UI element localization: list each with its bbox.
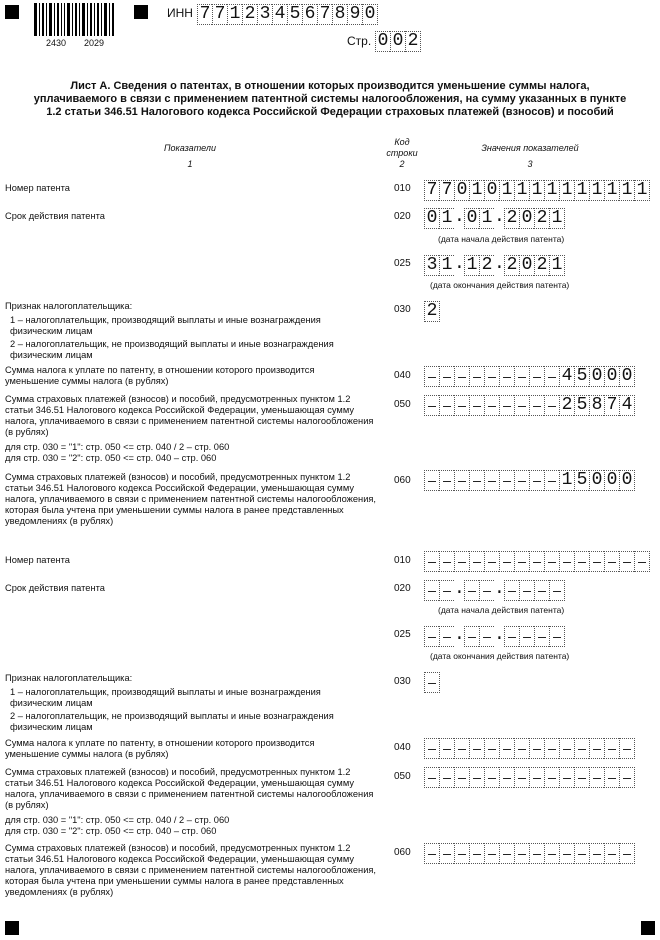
char-cell[interactable] [519, 580, 534, 601]
char-cell[interactable]: 2 [534, 255, 549, 276]
char-cell[interactable] [439, 395, 454, 416]
label-patent-term-1: Срок действия патента [5, 211, 105, 221]
tax-amount-2-cells[interactable] [424, 738, 635, 759]
code-030-2: 030 [394, 676, 411, 687]
char-cell[interactable]: 1 [529, 180, 544, 201]
char-cell[interactable] [424, 767, 439, 788]
char-cell[interactable] [469, 551, 484, 572]
code-050-1: 050 [394, 399, 411, 410]
char-cell[interactable] [439, 366, 454, 387]
label-taxpayer-sign-1: Признак налогоплательщика: [5, 301, 133, 311]
char-cell[interactable]: 7 [439, 180, 454, 201]
char-cell[interactable]: 2 [405, 31, 421, 52]
code-060-1: 060 [394, 475, 411, 486]
char-cell[interactable] [604, 843, 619, 864]
char-cell[interactable] [589, 767, 604, 788]
char-cell[interactable] [544, 767, 559, 788]
char-cell[interactable]: 8 [332, 4, 347, 25]
char-cell[interactable]: 7 [197, 4, 212, 25]
page-label: Стр. [347, 34, 372, 48]
char-cell[interactable] [424, 470, 439, 491]
char-cell[interactable]: 3 [257, 4, 272, 25]
date-separator: . [494, 579, 505, 599]
insurance-previous-2-cells[interactable] [424, 843, 635, 864]
char-cell[interactable] [559, 843, 574, 864]
char-cell[interactable]: 0 [619, 366, 635, 387]
char-cell[interactable]: 0 [589, 470, 604, 491]
char-cell[interactable]: 5 [287, 4, 302, 25]
barcode-number-right: 2029 [84, 38, 105, 48]
char-cell[interactable] [439, 738, 454, 759]
sheet-title: Лист А. Сведения о патентах, в отношении которых производится уменьшение суммы налога, уплачиваемого в связи с применением патентной системы налогообложения, на сумму указанных в пункте 1.2 статьи 346.51 Налогового кодекса Российской Федерации страховых платежей (взносов) и пособий [33, 80, 627, 118]
label-patent-term-2: Срок действия патента [5, 583, 105, 593]
char-cell[interactable] [619, 843, 635, 864]
char-cell[interactable] [529, 551, 544, 572]
char-cell[interactable] [484, 395, 499, 416]
char-cell[interactable] [479, 626, 494, 647]
code-060-2: 060 [394, 847, 411, 858]
char-cell[interactable]: 1 [514, 180, 529, 201]
corner-marker-top-mid [134, 5, 148, 19]
char-cell[interactable]: 0 [604, 470, 619, 491]
char-cell[interactable] [544, 470, 559, 491]
page-cells[interactable] [375, 31, 421, 52]
insurance-reducing-2-cells[interactable] [424, 767, 635, 788]
tax-amount-1-cells[interactable] [424, 366, 635, 387]
char-cell[interactable]: 0 [519, 255, 534, 276]
char-cell[interactable]: 6 [302, 4, 317, 25]
char-cell[interactable] [589, 551, 604, 572]
note-end-2: (дата окончания действия патента) [430, 651, 570, 661]
char-cell[interactable]: 2 [504, 208, 519, 229]
column-values-num: 3 [527, 159, 533, 169]
column-indicators-num: 1 [187, 159, 193, 169]
char-cell[interactable]: 1 [634, 180, 650, 201]
char-cell[interactable]: 7 [212, 4, 227, 25]
char-cell[interactable] [574, 843, 589, 864]
char-cell[interactable] [424, 672, 440, 693]
column-line-code-num: 2 [399, 159, 405, 169]
char-cell[interactable] [604, 738, 619, 759]
char-cell[interactable]: 4 [619, 395, 635, 416]
char-cell[interactable] [469, 767, 484, 788]
char-cell[interactable]: 1 [549, 208, 565, 229]
char-cell[interactable]: 5 [574, 395, 589, 416]
char-cell[interactable] [514, 843, 529, 864]
code-025-1: 025 [394, 258, 411, 269]
char-cell[interactable] [529, 395, 544, 416]
char-cell[interactable] [424, 580, 439, 601]
column-line-code: Код строки [386, 137, 418, 158]
char-cell[interactable]: 4 [272, 4, 287, 25]
char-cell[interactable] [484, 470, 499, 491]
char-cell[interactable] [559, 738, 574, 759]
rule-1-block1: для стр. 030 = "1": стр. 050 <= стр. 040 / 2 – стр. 060 [5, 442, 230, 452]
date-separator: . [494, 207, 505, 227]
date-separator: . [494, 254, 505, 274]
char-cell[interactable] [534, 580, 549, 601]
char-cell[interactable]: 9 [347, 4, 362, 25]
char-cell[interactable] [454, 738, 469, 759]
rule-2-block2: для стр. 030 = "2": стр. 050 <= стр. 040 – стр. 060 [5, 826, 217, 836]
char-cell[interactable] [504, 626, 519, 647]
char-cell[interactable]: 0 [519, 208, 534, 229]
char-cell[interactable] [464, 626, 479, 647]
char-cell[interactable] [424, 551, 439, 572]
char-cell[interactable] [589, 843, 604, 864]
char-cell[interactable] [439, 551, 454, 572]
insurance-reducing-1-cells[interactable] [424, 395, 635, 416]
char-cell[interactable] [634, 551, 650, 572]
char-cell[interactable] [544, 395, 559, 416]
note-end-1: (дата окончания действия патента) [430, 280, 570, 290]
code-010-2: 010 [394, 555, 411, 566]
column-indicators: Показатели [164, 143, 216, 153]
char-cell[interactable] [589, 738, 604, 759]
patent-end-2-cells[interactable] [424, 626, 565, 647]
sign-option-2-block2: 2 – налогоплательщик, не производящий выплаты и иные вознаграждения физическим лицам [10, 711, 334, 732]
char-cell[interactable] [544, 738, 559, 759]
char-cell[interactable] [439, 767, 454, 788]
barcode-number-left: 2430 [46, 38, 67, 48]
char-cell[interactable] [574, 551, 589, 572]
rule-1-block2: для стр. 030 = "1": стр. 050 <= стр. 040 / 2 – стр. 060 [5, 815, 230, 825]
char-cell[interactable]: 1 [559, 180, 574, 201]
char-cell[interactable] [619, 767, 635, 788]
corner-marker-top-left [5, 5, 19, 19]
char-cell[interactable]: 5 [574, 470, 589, 491]
char-cell[interactable]: 0 [390, 31, 405, 52]
label-taxpayer-sign-2: Признак налогоплательщика: [5, 673, 133, 683]
label-insurance-reducing-2: Сумма страховых платежей (взносов) и пособий, предусмотренных пунктом 1.2 статьи 346.51 Налогового кодекса Российской Федерации, уменьшающая сумму налога, уплачиваемого в связи с применением патентной системы налогообложения (в рублях) [5, 767, 374, 810]
char-cell[interactable]: 1 [604, 180, 619, 201]
taxpayer-sign-2-cells[interactable] [424, 672, 440, 693]
corner-marker-bottom-left [5, 921, 19, 935]
char-cell[interactable]: 4 [559, 366, 574, 387]
char-cell[interactable]: 0 [589, 366, 604, 387]
patent-start-1-cells[interactable] [424, 208, 565, 229]
char-cell[interactable]: 0 [604, 366, 619, 387]
char-cell[interactable] [519, 626, 534, 647]
date-separator: . [454, 625, 465, 645]
corner-marker-bottom-right [641, 921, 655, 935]
char-cell[interactable] [514, 366, 529, 387]
date-separator: . [454, 254, 465, 274]
char-cell[interactable] [604, 767, 619, 788]
char-cell[interactable] [499, 366, 514, 387]
char-cell[interactable]: 1 [574, 180, 589, 201]
label-tax-amount-1: Сумма налога к уплате по патенту, в отношении которого производится уменьшение суммы налога (в рублях) [5, 365, 315, 386]
date-separator: . [454, 579, 465, 599]
code-030-1: 030 [394, 304, 411, 315]
patent-end-1-cells[interactable] [424, 255, 565, 276]
char-cell[interactable]: 0 [362, 4, 378, 25]
char-cell[interactable] [529, 366, 544, 387]
char-cell[interactable]: 0 [454, 180, 469, 201]
char-cell[interactable] [499, 843, 514, 864]
char-cell[interactable] [514, 738, 529, 759]
char-cell[interactable] [454, 843, 469, 864]
char-cell[interactable]: 8 [589, 395, 604, 416]
char-cell[interactable] [454, 551, 469, 572]
char-cell[interactable]: 2 [534, 208, 549, 229]
char-cell[interactable] [574, 738, 589, 759]
char-cell[interactable]: 1 [619, 180, 634, 201]
char-cell[interactable] [619, 551, 634, 572]
char-cell[interactable]: 7 [604, 395, 619, 416]
rule-2-block1: для стр. 030 = "2": стр. 050 <= стр. 040 – стр. 060 [5, 453, 217, 463]
patent-number-1-cells[interactable] [424, 180, 650, 201]
date-separator: . [494, 625, 505, 645]
label-patent-number-2: Номер патента [5, 555, 70, 565]
sign-option-2-block1: 2 – налогоплательщик, не производящий выплаты и иные вознаграждения физическим лицам [10, 339, 334, 360]
char-cell[interactable] [484, 738, 499, 759]
char-cell[interactable] [529, 843, 544, 864]
char-cell[interactable] [484, 366, 499, 387]
char-cell[interactable] [439, 470, 454, 491]
label-insurance-previous-1: Сумма страховых платежей (взносов) и пособий, предусмотренных пунктом 1.2 статьи 346.51 Налогового кодекса Российской Федерации, уменьшающая сумму налога, уплачиваемого в связи с применением патентной системы налогообложения, которая была учтена при уменьшении суммы налога в ранее представленных уведомлениях (в рублях) [5, 472, 376, 526]
code-040-1: 040 [394, 370, 411, 381]
inn-label: ИНН [167, 6, 193, 20]
char-cell[interactable] [499, 551, 514, 572]
char-cell[interactable] [439, 580, 454, 601]
char-cell[interactable] [454, 366, 469, 387]
label-patent-number-1: Номер патента [5, 183, 70, 193]
char-cell[interactable] [439, 843, 454, 864]
char-cell[interactable]: 1 [439, 208, 454, 229]
char-cell[interactable] [549, 580, 565, 601]
patent-number-2-cells[interactable] [424, 551, 650, 572]
char-cell[interactable]: 1 [589, 180, 604, 201]
inn-cells[interactable] [197, 4, 378, 25]
code-020-2: 020 [394, 583, 411, 594]
column-values: Значения показателей [481, 143, 579, 153]
char-cell[interactable] [469, 395, 484, 416]
note-start-1: (дата начала действия патента) [438, 234, 565, 244]
char-cell[interactable]: 0 [424, 208, 439, 229]
char-cell[interactable] [499, 470, 514, 491]
char-cell[interactable] [559, 551, 574, 572]
char-cell[interactable]: 0 [619, 470, 635, 491]
char-cell[interactable] [484, 551, 499, 572]
char-cell[interactable] [619, 738, 635, 759]
sign-option-1-block2: 1 – налогоплательщик, производящий выплаты и иные вознаграждения физическим лицам [10, 687, 321, 708]
char-cell[interactable] [424, 395, 439, 416]
char-cell[interactable]: 3 [424, 255, 439, 276]
char-cell[interactable] [424, 738, 439, 759]
char-cell[interactable]: 1 [479, 208, 494, 229]
char-cell[interactable]: 1 [227, 4, 242, 25]
char-cell[interactable] [529, 738, 544, 759]
code-020-1: 020 [394, 211, 411, 222]
char-cell[interactable] [514, 767, 529, 788]
char-cell[interactable]: 7 [424, 180, 439, 201]
char-cell[interactable] [549, 626, 565, 647]
char-cell[interactable] [604, 551, 619, 572]
label-insurance-previous-2: Сумма страховых платежей (взносов) и пособий, предусмотренных пунктом 1.2 статьи 346.51 Налогового кодекса Российской Федерации, уменьшающая сумму налога, уплачиваемого в связи с применением патентной системы налогообложения, которая была учтена при уменьшении суммы налога в ранее представленных уведомлениях (в рублях) [5, 843, 376, 897]
char-cell[interactable]: 1 [464, 255, 479, 276]
char-cell[interactable]: 1 [559, 470, 574, 491]
char-cell[interactable] [529, 767, 544, 788]
insurance-previous-1-cells[interactable] [424, 470, 635, 491]
char-cell[interactable] [499, 767, 514, 788]
char-cell[interactable] [469, 738, 484, 759]
char-cell[interactable] [499, 395, 514, 416]
taxpayer-sign-1-cells[interactable] [424, 301, 440, 322]
char-cell[interactable] [484, 843, 499, 864]
code-025-2: 025 [394, 629, 411, 640]
char-cell[interactable] [424, 626, 439, 647]
char-cell[interactable]: 0 [464, 208, 479, 229]
label-insurance-reducing-1: Сумма страховых платежей (взносов) и пособий, предусмотренных пунктом 1.2 статьи 346.51 Налогового кодекса Российской Федерации, уменьшающая сумму налога, уплачиваемого в связи с применением патентной системы налогообложения (в рублях) [5, 394, 374, 437]
char-cell[interactable] [484, 767, 499, 788]
barcode [34, 3, 114, 36]
char-cell[interactable] [454, 395, 469, 416]
char-cell[interactable]: 2 [479, 255, 494, 276]
char-cell[interactable] [454, 470, 469, 491]
char-cell[interactable]: 2 [424, 301, 440, 322]
char-cell[interactable] [504, 580, 519, 601]
char-cell[interactable] [514, 470, 529, 491]
char-cell[interactable]: 5 [574, 366, 589, 387]
char-cell[interactable] [529, 470, 544, 491]
code-040-2: 040 [394, 742, 411, 753]
patent-start-2-cells[interactable] [424, 580, 565, 601]
char-cell[interactable]: 1 [439, 255, 454, 276]
char-cell[interactable] [499, 738, 514, 759]
char-cell[interactable]: 1 [549, 255, 565, 276]
date-separator: . [454, 207, 465, 227]
char-cell[interactable]: 7 [317, 4, 332, 25]
char-cell[interactable] [534, 626, 549, 647]
code-010-1: 010 [394, 183, 411, 194]
char-cell[interactable] [544, 366, 559, 387]
char-cell[interactable] [544, 551, 559, 572]
char-cell[interactable]: 0 [375, 31, 390, 52]
char-cell[interactable] [454, 767, 469, 788]
char-cell[interactable] [544, 843, 559, 864]
char-cell[interactable]: 1 [469, 180, 484, 201]
char-cell[interactable] [559, 767, 574, 788]
char-cell[interactable]: 2 [242, 4, 257, 25]
char-cell[interactable] [514, 551, 529, 572]
char-cell[interactable] [439, 626, 454, 647]
label-tax-amount-2: Сумма налога к уплате по патенту, в отношении которого производится уменьшение суммы налога (в рублях) [5, 738, 315, 759]
char-cell[interactable]: 1 [544, 180, 559, 201]
sign-option-1-block1: 1 – налогоплательщик, производящий выплаты и иные вознаграждения физическим лицам [10, 315, 321, 336]
char-cell[interactable] [424, 366, 439, 387]
char-cell[interactable] [574, 767, 589, 788]
char-cell[interactable]: 2 [559, 395, 574, 416]
note-start-2: (дата начала действия патента) [438, 605, 565, 615]
char-cell[interactable] [469, 366, 484, 387]
char-cell[interactable] [469, 843, 484, 864]
char-cell[interactable]: 2 [504, 255, 519, 276]
char-cell[interactable]: 1 [499, 180, 514, 201]
code-050-2: 050 [394, 771, 411, 782]
char-cell[interactable] [424, 843, 439, 864]
char-cell[interactable]: 0 [484, 180, 499, 201]
char-cell[interactable] [464, 580, 479, 601]
char-cell[interactable] [469, 470, 484, 491]
char-cell[interactable] [514, 395, 529, 416]
char-cell[interactable] [479, 580, 494, 601]
